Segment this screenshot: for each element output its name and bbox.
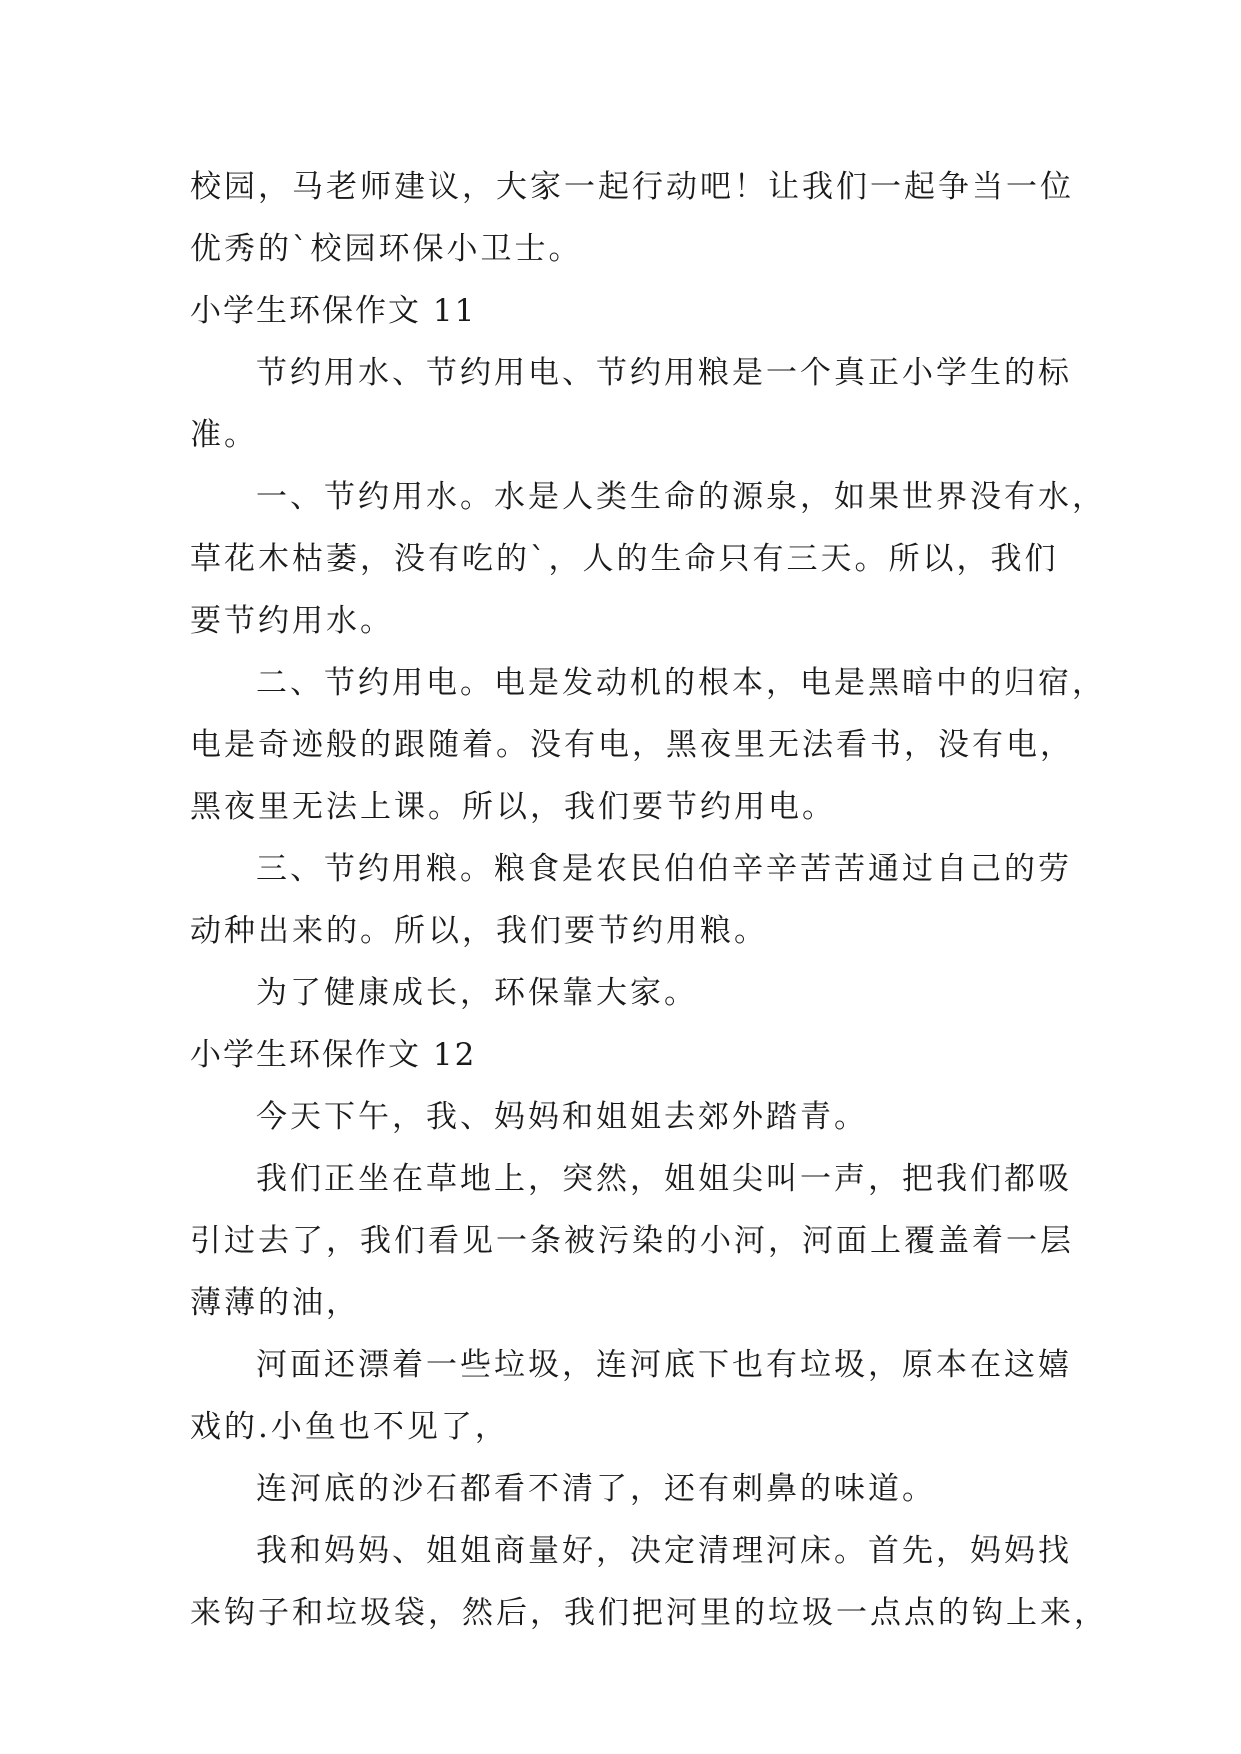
text-line: 校园，马老师建议，大家一起行动吧！让我们一起争当一位 — [190, 169, 1074, 205]
paragraph-first-line: 节约用水、节约用电、节约用粮是一个真正小学生的标 — [256, 355, 1072, 391]
text-line: 薄薄的油， — [190, 1285, 360, 1321]
paragraph-first-line: 我们正坐在草地上，突然，姐姐尖叫一声，把我们都吸 — [256, 1161, 1072, 1197]
paragraph-first-line: 二、节约用电。电是发动机的根本，电是黑暗中的归宿， — [256, 665, 1106, 701]
document-page — [190, 156, 1108, 1644]
paragraph-first-line: 一、节约用水。水是人类生命的源泉，如果世界没有水， — [256, 479, 1106, 515]
text-line: 优秀的`校园环保小卫士。 — [190, 231, 583, 267]
text-line: 戏的.小鱼也不见了， — [190, 1409, 509, 1445]
essay-heading: 小学生环保作文 12 — [190, 1037, 477, 1073]
paragraph-first-line: 河面还漂着一些垃圾，连河底下也有垃圾，原本在这嬉 — [256, 1347, 1072, 1383]
text-line: 电是奇迹般的跟随着。没有电，黑夜里无法看书，没有电， — [190, 727, 1074, 763]
paragraph-first-line: 为了健康成长，环保靠大家。 — [256, 975, 698, 1011]
essay-heading: 小学生环保作文 11 — [190, 293, 477, 329]
paragraph-first-line: 连河底的沙石都看不清了，还有刺鼻的味道。 — [256, 1471, 936, 1507]
text-line: 黑夜里无法上课。所以，我们要节约用电。 — [190, 789, 836, 825]
paragraph-first-line: 三、节约用粮。粮食是农民伯伯辛辛苦苦通过自己的劳 — [256, 851, 1072, 887]
text-line: 引过去了，我们看见一条被污染的小河，河面上覆盖着一层 — [190, 1223, 1074, 1259]
text-line: 动种出来的。所以，我们要节约用粮。 — [190, 913, 768, 949]
text-line: 准。 — [190, 417, 258, 453]
text-line: 要节约用水。 — [190, 603, 394, 639]
text-line: 草花木枯萎，没有吃的`，人的生命只有三天。所以，我们 — [190, 541, 1059, 577]
text-line: 来钩子和垃圾袋，然后，我们把河里的垃圾一点点的钩上来， — [190, 1595, 1108, 1631]
paragraph-first-line: 今天下午，我、妈妈和姐姐去郊外踏青。 — [256, 1099, 868, 1135]
paragraph-first-line: 我和妈妈、姐姐商量好，决定清理河床。首先，妈妈找 — [256, 1533, 1072, 1569]
